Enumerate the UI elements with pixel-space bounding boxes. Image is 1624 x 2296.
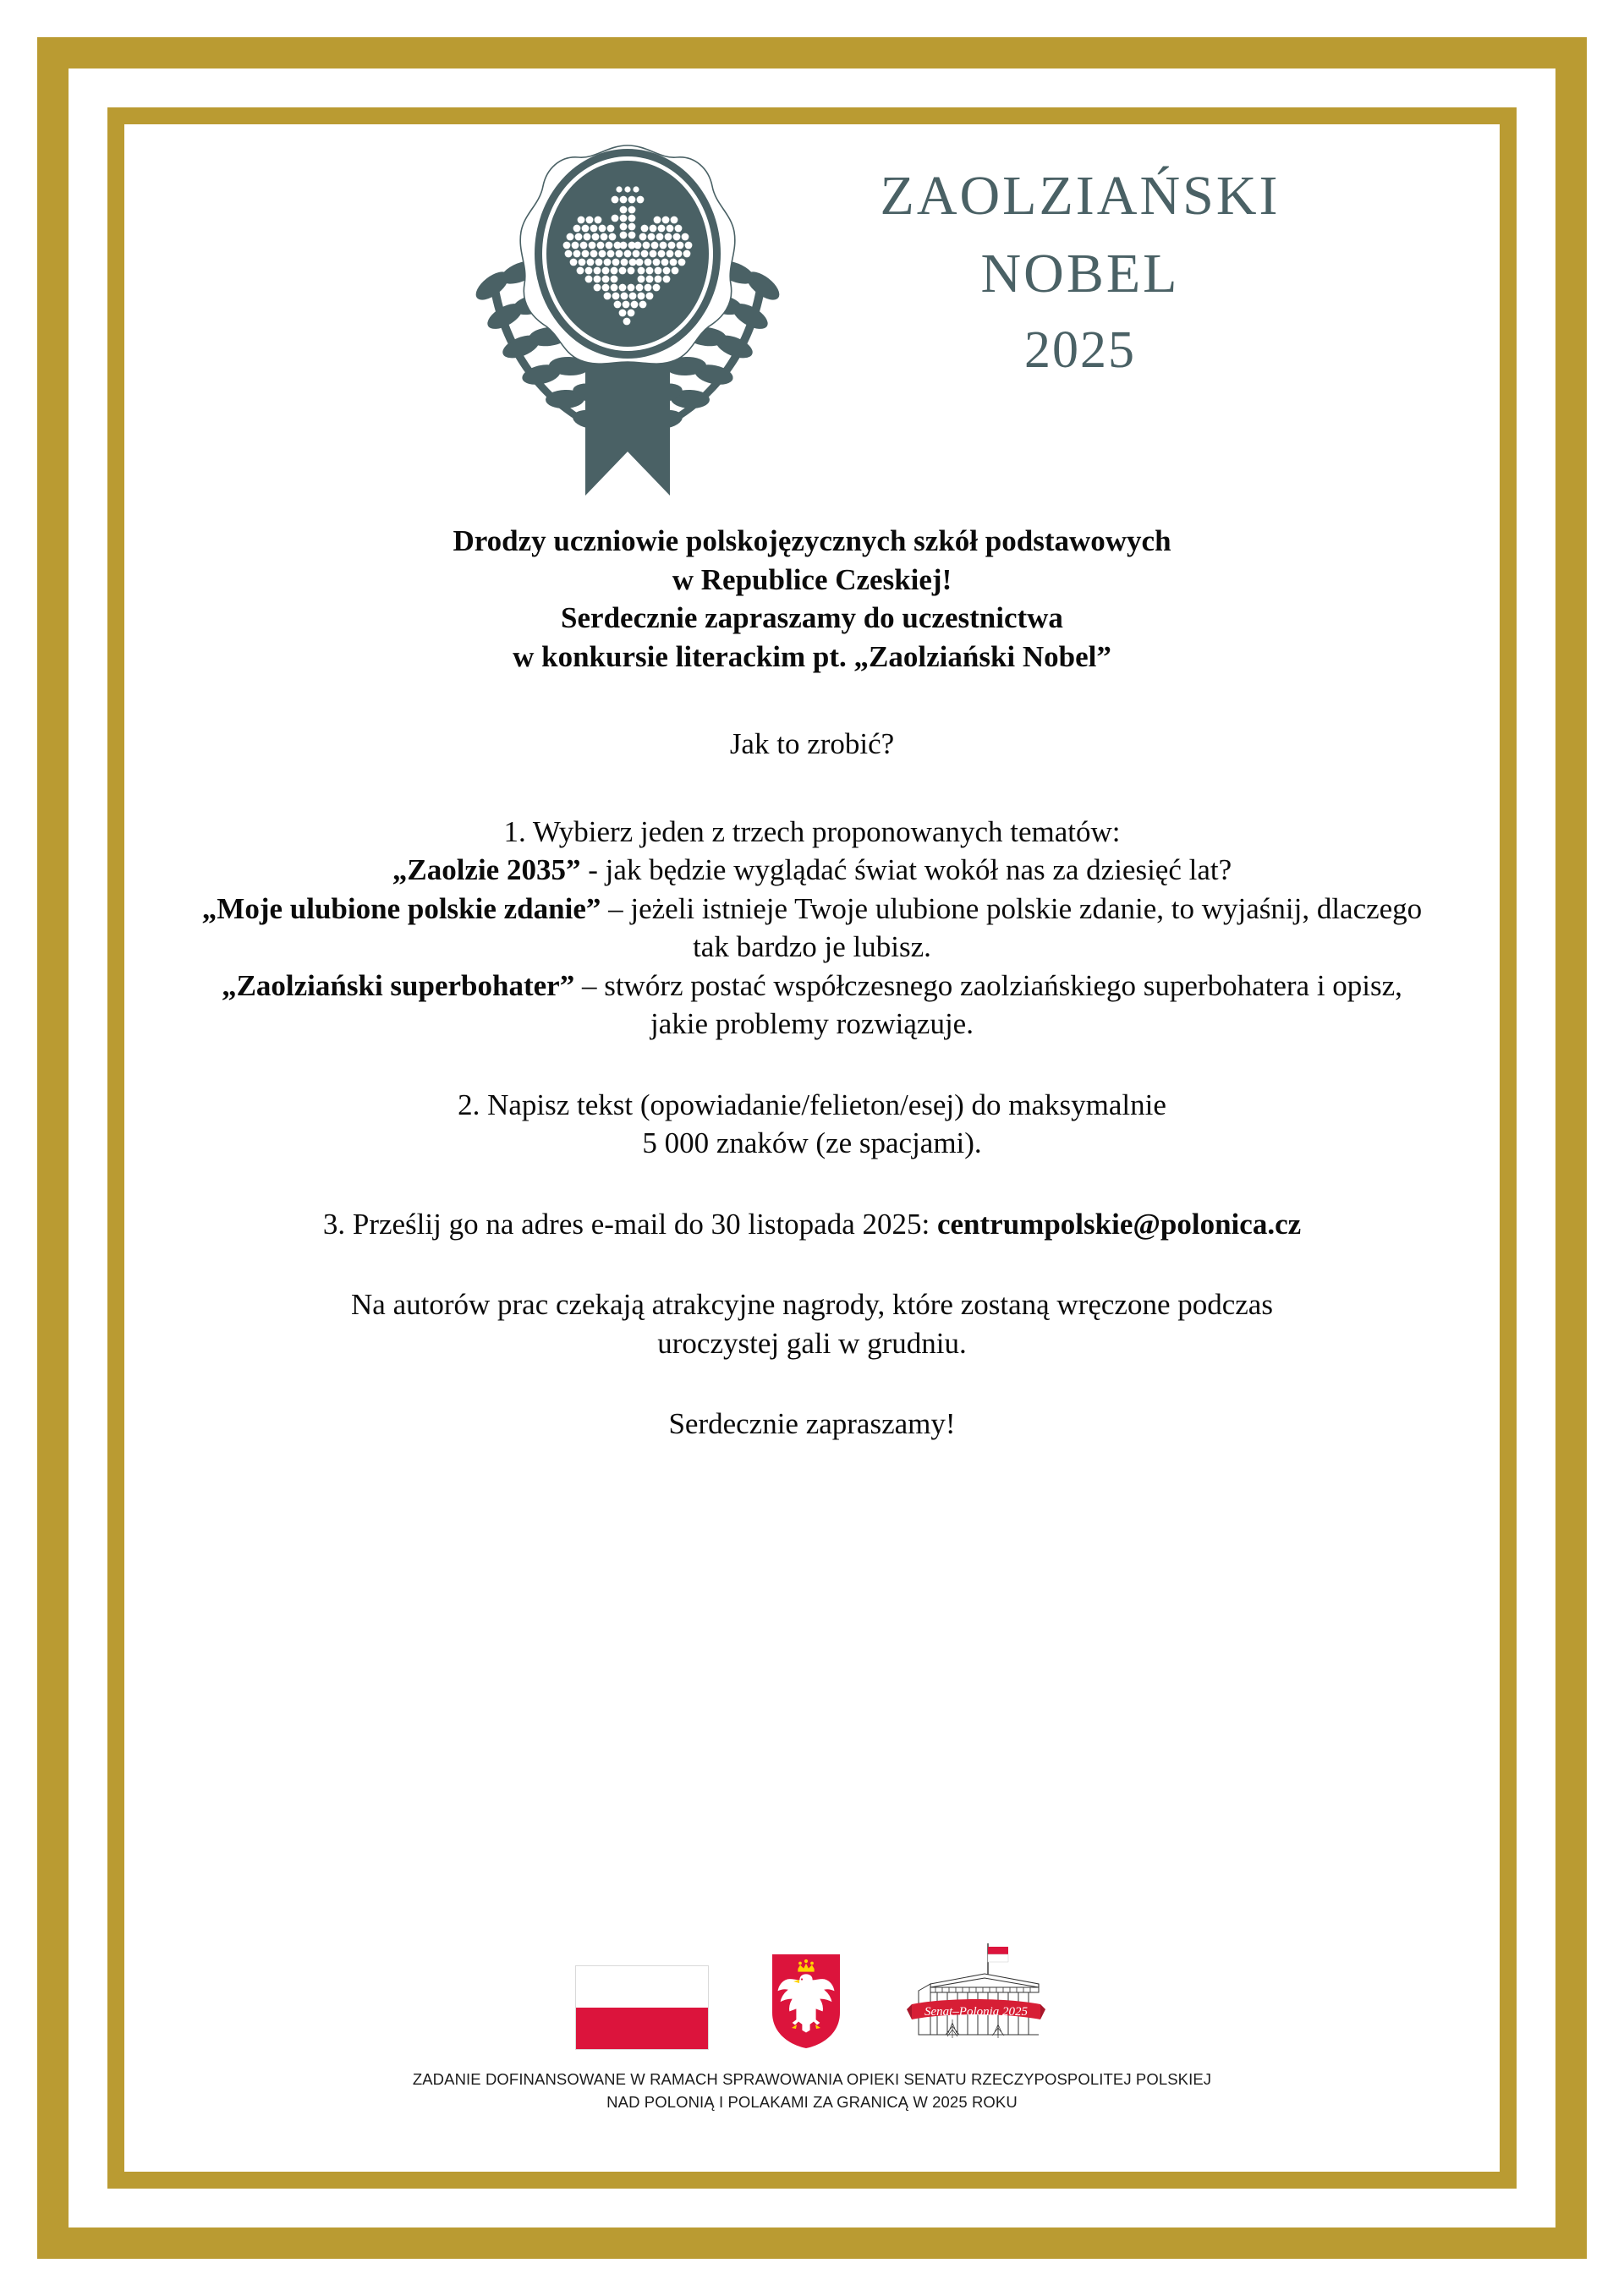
zaolzianski-nobel-medal-icon: [458, 137, 797, 501]
senat-polonia-building-icon: [903, 1932, 1049, 2050]
contact-email[interactable]: centrumpolskie@polonica.cz: [936, 1207, 1302, 1241]
topic-2-title: „Moje ulubione polskie zdanie”: [201, 891, 601, 925]
poster-body: [124, 522, 1500, 1444]
disclaimer-line-2: NAD POLONIĄ I POLAKAMI ZA GRANICĄ W 2025 ROKU: [606, 2093, 1018, 2112]
topic-item-2: [195, 890, 1429, 967]
step-3-line: [195, 1205, 1429, 1244]
question-line: Jak to zrobić?: [729, 727, 895, 760]
funding-disclaimer: [124, 2069, 1500, 2114]
polish-flag-logo: [575, 1965, 709, 2050]
intro-line-2: w Republice Czeskiej!: [672, 562, 952, 596]
topic-3-title: „Zaolziański superbohater”: [222, 968, 575, 1002]
topic-3-rest: – stwórz postać współczesnego zaolziańskiego superbohatera i opisz, jakie problemy rozwiązuje.: [574, 968, 1402, 1040]
intro-paragraph: [195, 522, 1429, 676]
topic-1-title: „Zaolzie 2035”: [392, 853, 581, 886]
title-year: 2025: [1024, 321, 1136, 379]
step-1-heading: 1. Wybierz jeden z trzech proponowanych tematów:: [503, 814, 1121, 848]
spacer: [124, 764, 1500, 813]
poster-content-area: [124, 124, 1500, 2172]
topic-1-rest: - jak będzie wyglądać świat wokół nas za dziesięć lat?: [580, 853, 1232, 886]
step-2-line-1: 2. Napisz tekst (opowiadanie/felieton/esej) do maksymalnie: [458, 1088, 1166, 1121]
title-zaolzianski: ZAOLZIAŃSKI: [880, 165, 1281, 227]
polish-coat-of-arms-icon: [770, 1952, 842, 2050]
intro-line-4: w konkursie literackim pt. „Zaolziański Nobel”: [513, 639, 1111, 673]
title-nobel: NOBEL: [980, 243, 1180, 304]
closing-line-2: uroczystej gali w grudniu.: [657, 1326, 967, 1360]
spacer: [124, 1362, 1500, 1405]
poster-title-group: [818, 165, 1342, 379]
poster-footer: [124, 1923, 1500, 2114]
senat-polonia-2025-logo: [903, 1932, 1049, 2050]
closing-line-1: Na autorów prac czekają atrakcyjne nagrody, które zostaną wręczone podczas: [351, 1288, 1273, 1321]
disclaimer-line-1: ZADANIE DOFINANSOWANE W RAMACH SPRAWOWANIA OPIEKI SENATU RZECZYPOSPOLITEJ POLSKIEJ: [412, 2070, 1212, 2089]
polish-flag-icon: [575, 1965, 709, 2050]
spacer: [124, 676, 1500, 725]
spacer: [124, 1243, 1500, 1285]
intro-line-1: Drodzy uczniowie polskojęzycznych szkół podstawowych: [453, 524, 1171, 557]
senat-ribbon-label: Senat–Polonia 2025: [924, 2005, 1029, 2019]
step-2-line-2: 5 000 znaków (ze spacjami).: [642, 1126, 982, 1159]
step-3-prefix: 3. Prześlij go na adres e-mail do 30 listopada 2025:: [322, 1207, 937, 1241]
polish-coat-of-arms-logo: [770, 1952, 842, 2050]
poster-header: [124, 124, 1500, 522]
spacer: [124, 1044, 1500, 1086]
topic-item-1: [195, 851, 1429, 890]
spacer: [124, 1163, 1500, 1205]
intro-line-3: Serdecznie zapraszamy do uczestnictwa: [561, 601, 1063, 634]
topic-2-rest: – jeżeli istnieje Twoje ulubione polskie zdanie, to wyjaśnij, dlaczego tak bardzo je lubisz.: [601, 891, 1423, 963]
topic-item-3: [195, 967, 1429, 1044]
closing-invitation: Serdecznie zapraszamy!: [668, 1407, 956, 1440]
footer-logo-row: [124, 1923, 1500, 2050]
